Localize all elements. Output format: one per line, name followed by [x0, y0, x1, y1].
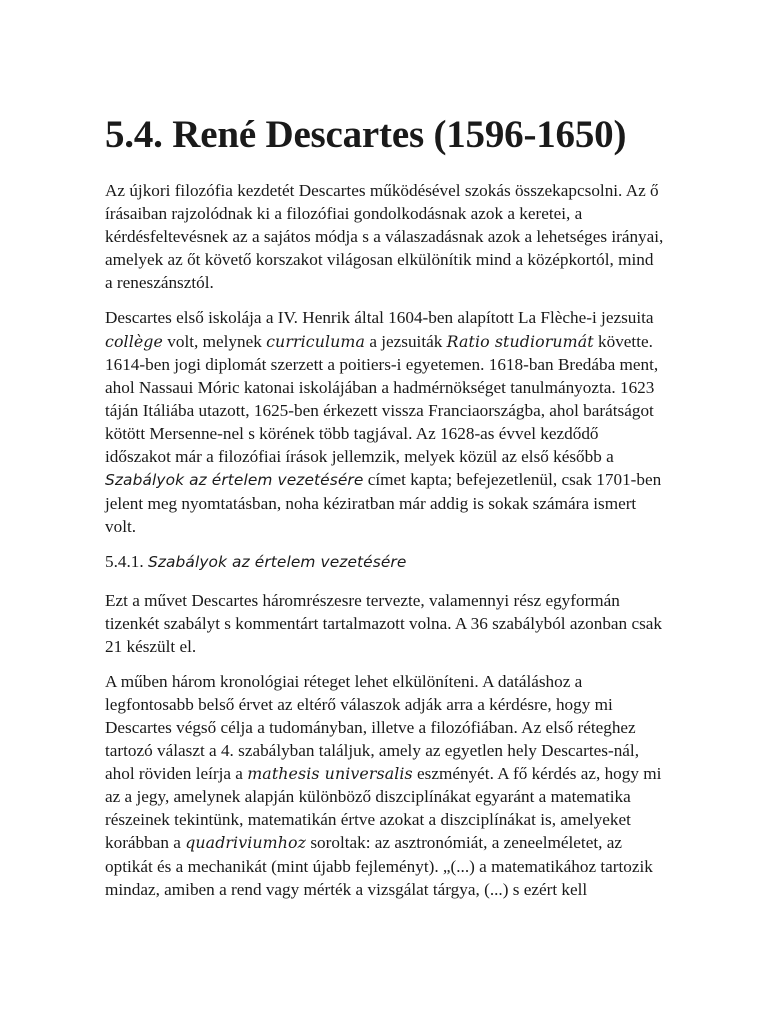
paragraph-biography [105, 306, 665, 538]
text-run: követte. 1614-ben jogi diplomát szerzett a poitiers-i egyetemen. 1618-ban Bredába ment, ahol Nassaui Móric katonai iskolájában a hadmérnökséget tanulmányozta. 1623 táján Itáliába utazott, 1625-ben érkezett vissza Franciaországba, ahol barátságot kötött Mersenne-nel s körének több tagjával. Az 1628-as évvel kezdődő időszakot már a filozófiai írások jellemzik, melyek közül az első később a [105, 331, 659, 467]
paragraph-structure: Ezt a művet Descartes háromrészesre tervezte, valamennyi rész egyformán tizenkét szabályt s kommentárt tartalmazott volna. A 36 szabályból azonban csak 21 készült el. [105, 590, 662, 656]
italic-term-quadrivium: quadriviumhoz [185, 833, 307, 853]
text-run: a jezsuiták [365, 331, 447, 351]
section-number: 5.4.1. [105, 552, 148, 572]
section-title: Szabályok az értelem vezetésére [147, 553, 407, 572]
text-run: A műben három kronológiai réteget lehet elkülöníteni. A datáláshoz a legfontosabb belső érvet az eltérő válaszok adják arra a kérdésre, hogy mi Descartes végső célja a tudományban, illetve a filozófiában. Az első réteghez tartozó választ a 4. szabályban találjuk, amely az egyetlen hely Descartes-nál, ahol röviden leírja a [105, 671, 640, 784]
text-run: Descartes első iskolája a IV. Henrik által 1604-ben alapított La Flèche-i jezsuita [105, 308, 654, 328]
text-run: címet kapta; befejezetlenül, csak 1701-ben jelent meg nyomtatásban, noha kéziratban már addig is sokak számára ismert volt. [105, 470, 662, 537]
paragraph-intro: Az újkori filozófia kezdetét Descartes működésével szokás összekapcsolni. Az ő írásaiban rajzolódnak ki a filozófiai gondolkodásnak azok a keretei, a kérdésfeltevésnek az a sajátos módja s a válaszadásnak azok a lehetséges irányai, amelyek az őt követő korszakot világosan elkülönítik mind a középkortól, mind a reneszánsztól. [105, 181, 664, 293]
italic-term-college: collège [105, 331, 163, 351]
section-heading [105, 550, 665, 574]
text-run: volt, melynek [162, 331, 267, 351]
italic-term-curriculum: curriculuma [266, 331, 366, 351]
paragraph-chronology [105, 670, 665, 901]
italic-work-title: Szabályok az értelem vezetésére [105, 471, 364, 490]
text-run: soroltak: az asztronómiát, a zeneelméletet, az optikát és a mechanikát (mint újabb fejleményt). „(...) a matematikához tartozik mindaz, amiben a rend vagy mérték a vizsgálat tárgya, (...) s ezért kell [105, 833, 653, 899]
text-run: eszményét. A fő kérdés az, hogy mi az a jegy, amelynek alapján különböző diszciplínákat egyaránt a matematika részeinek tekintünk, matematikán értve azokat a diszciplínákat is, amelyeket korábban a [105, 764, 662, 853]
document-body [105, 179, 665, 913]
italic-term-mathesis: mathesis universalis [247, 764, 413, 784]
italic-term-ratio-studiorum: Ratio studiorumát [446, 331, 594, 351]
page-title: 5.4. René Descartes (1596-1650) [105, 113, 627, 156]
